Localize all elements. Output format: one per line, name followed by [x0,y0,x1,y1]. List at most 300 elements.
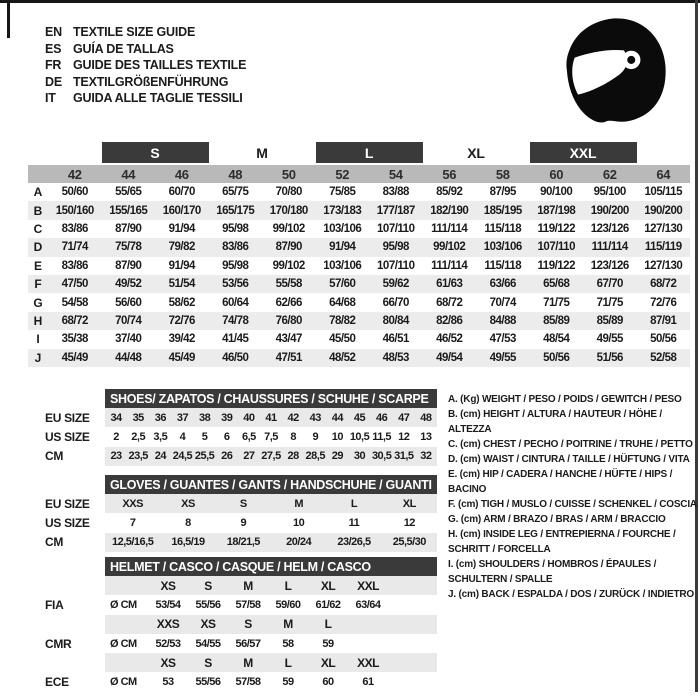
size-value-cell: 70/80 [275,186,302,199]
size-value-cell: 78/82 [329,314,356,327]
table-cell: 4 [179,430,186,443]
size-value-cell: 46/50 [222,351,249,364]
table-cell: 27 [243,450,255,463]
size-value-cell: 99/102 [272,222,305,235]
size-value-cell: 95/100 [593,186,626,199]
table-row [28,293,690,311]
legend-item: G. (cm) ARM / BRAZO / BRAS / ARM / BRACCIO [448,514,666,525]
helmet-size-cell: L [284,578,292,593]
table-cell: 11,5 [372,430,392,443]
size-value-cell: 87/90 [115,222,142,235]
size-value-cell: 123/126 [590,259,629,272]
size-value-cell: 58/62 [168,296,195,309]
size-value-cell: 72/76 [650,296,677,309]
row-letter: C [33,221,43,236]
size-group-cell: XL [467,144,485,161]
row-label: EU SIZE [45,496,90,511]
size-value-cell: 51/56 [596,351,623,364]
language-label: TEXTILGRÖßENFÜHRUNG [73,74,229,89]
helmet-visor-pivot [627,56,635,64]
row-cells [105,494,437,513]
helmet-size-cell: L [324,617,332,632]
size-value-cell: 51/54 [168,278,195,291]
helmet-value-cell: 58 [282,637,294,650]
helmet-value-cell: 53/54 [155,598,181,611]
table-row [28,183,690,201]
table-cell: 2,5 [131,430,146,443]
table-cell: 16,5/19 [171,536,205,549]
size-header-row [28,165,690,183]
helmet-size-cell: XS [160,578,176,593]
helmet-value-row [45,595,437,614]
table-cell: 7,5 [264,430,278,443]
table-row [28,312,690,330]
gloves-section-title: GLOVES / GUANTES / GANTS / HANDSCHUHE / GUANTI [105,475,437,494]
size-value-cell: 87/90 [115,259,142,272]
helmet-value-cell: 54/55 [195,637,221,650]
measurement-legend [448,392,698,602]
table-row [45,408,437,427]
size-value-cell: 50/56 [543,351,570,364]
helmet-size-row [45,653,437,672]
row-letter: J [34,350,42,365]
helmet-value-cell: 55/56 [195,598,221,611]
helmet-section [45,557,437,692]
size-value-cell: 52/58 [650,351,677,364]
helmet-value-cell: 53 [162,676,174,689]
size-value-cell: 48/54 [543,333,570,346]
size-value-cell: 76/80 [275,314,302,327]
row-cells [105,595,437,614]
size-group-cell: L [316,142,423,163]
size-value-cell: 83/86 [222,241,249,254]
row-cells [105,447,437,466]
table-cell: L [350,497,358,510]
row-label-spacer [45,615,105,634]
table-cell: 42 [287,411,299,424]
size-value-cell: 53/56 [222,278,249,291]
size-value-cell: 67/70 [596,278,623,291]
helmet-value-cell: 59 [282,676,294,689]
legend-item: H. (cm) INSIDE LEG / ENTREPIERNA / FOURCHE / SCHRITT / FORCELLA [448,529,676,555]
size-header-cell: 64 [656,166,671,182]
size-value-cell: 111/114 [591,241,628,254]
row-cells [105,653,437,672]
size-value-cell: 45/50 [329,333,356,346]
size-value-cell: 87/90 [275,241,302,254]
helmet-size-cell: M [283,617,293,632]
size-value-cell: 55/58 [275,278,302,291]
size-value-cell: 37/40 [115,333,142,346]
table-cell: 20/24 [286,536,312,549]
table-cell: 6 [223,430,230,443]
size-value-cell: 84/88 [489,314,516,327]
row-cells [105,576,437,595]
size-header-cell: 60 [549,166,564,182]
table-row [45,427,437,446]
language-label: GUIDE DES TAILLES TEXTILE [73,58,247,73]
size-value-cell: 56/60 [115,296,142,309]
size-value-cell: 95/98 [382,241,409,254]
size-value-cell: 190/200 [590,204,629,217]
size-value-cell: 50/60 [61,186,88,199]
legend-item: J. (cm) BACK / ESPALDA / DOS / ZURÜCK / INDIETRO [448,589,694,600]
size-value-cell: 150/160 [55,204,94,217]
size-value-cell: 47/50 [61,278,88,291]
legend-item: E. (cm) HIP / CADERA / HANCHE / HÜFTE / HIPS / BACINO [448,469,673,495]
size-header-cell: 56 [442,166,457,182]
row-label: CM [45,449,64,464]
helmet-value-cell: 57/58 [235,598,261,611]
size-value-cell: 71/75 [543,296,570,309]
size-header-cell: 52 [335,166,350,182]
size-value-cell: 55/65 [115,186,142,199]
legend-item: A. (Kg) WEIGHT / PESO / POIDS / GEWITCH / PESO [448,394,682,405]
row-letter: B [33,203,43,218]
helmet-size-cell: XS [160,655,176,670]
legend-item: F. (cm) TIGH / MUSLO / CUISSE / SCHENKEL / COSCIA [448,499,697,510]
row-label-spacer [45,653,105,672]
shoes-table [45,408,437,466]
size-group-cell: M [256,144,268,161]
size-value-cell: 103/106 [323,222,362,235]
size-value-cell: 155/165 [109,204,148,217]
size-value-cell: 65/68 [543,278,570,291]
size-value-cell: 127/130 [644,259,683,272]
language-code: DE [45,74,62,89]
size-value-cell: 115/119 [644,241,682,254]
table-cell: 7 [129,516,136,529]
size-value-cell: 83/88 [382,186,409,199]
helmet-size-cell: XXL [357,578,379,593]
table-cell: XS [181,497,195,510]
size-value-cell: 160/170 [162,204,201,217]
row-letter: H [33,313,43,328]
language-code: FR [45,58,62,73]
helmet-size-cell: XXL [357,655,379,670]
table-cell: 8 [290,430,296,443]
size-header-cell: 62 [602,166,617,182]
helmet-size-cell: L [284,655,292,670]
table-cell: 45 [353,411,366,424]
table-row [45,513,437,532]
helmet-size-row [45,615,437,634]
size-value-cell: 177/187 [376,204,415,217]
size-value-cell: 48/53 [382,351,409,364]
table-row [28,201,690,219]
size-value-cell: 49/55 [596,333,623,346]
table-cell: 28,5 [305,450,325,463]
table-cell: 9 [240,516,247,529]
size-group-row [28,142,690,163]
table-row [28,275,690,293]
size-value-cell: 65/75 [222,186,249,199]
size-value-cell: 170/180 [269,204,308,217]
row-label: US SIZE [45,515,90,530]
shoes-section [45,389,437,466]
helmet-value-row [45,672,437,691]
size-value-cell: 105/115 [644,186,682,199]
size-header-cell: 54 [388,166,403,182]
table-cell: 25,5/30 [392,536,426,549]
table-cell: 41 [265,411,277,424]
size-value-cell: 59/62 [382,278,409,291]
size-value-cell: 54/58 [61,296,88,309]
row-label: US SIZE [45,429,90,444]
size-value-cell: 66/70 [382,296,409,309]
size-value-cell: 68/72 [436,296,463,309]
legend-item: I. (cm) SHOULDERS / HOMBROS / ÉPAULES / SCHULTERN / SPALLE [448,559,657,585]
row-label: CM [45,535,64,550]
size-value-cell: 87/91 [650,314,677,327]
helmet-value-cell: 56/57 [235,637,261,650]
row-cells [105,672,437,691]
size-value-cell: 60/64 [222,296,249,309]
helmet-table [45,576,437,692]
size-value-cell: 45/49 [61,351,88,364]
legend-item: D. (cm) WAIST / CINTURA / TAILLE / HÜFTUNG / VITA [448,454,690,465]
group-spacer [637,142,691,163]
size-value-cell: 68/72 [61,314,88,327]
size-value-cell: 85/92 [436,186,463,199]
row-letter: D [33,240,43,255]
language-code: EN [45,25,62,40]
size-value-cell: 80/84 [382,314,409,327]
size-header-cell: 44 [121,166,136,182]
size-value-cell: 70/74 [489,296,516,309]
table-cell: 10,5 [349,430,370,443]
size-value-cell: 63/66 [489,278,516,291]
photo-border-left [7,0,10,38]
table-cell: 26 [221,450,233,463]
table-row [28,257,690,275]
standard-label: CMR [45,636,72,651]
row-label-spacer [45,576,105,595]
size-value-cell: 75/85 [329,186,356,199]
table-cell: 6,5 [241,430,256,443]
table-cell: 23/26,5 [337,536,371,549]
helmet-value-cell: 59/60 [275,598,301,611]
table-cell: 27,5 [261,450,281,463]
size-value-cell: 103/106 [483,241,522,254]
table-cell: S [239,497,247,510]
measurement-rows [28,183,690,367]
table-cell: 32 [420,450,432,463]
table-cell: 34 [110,411,122,424]
table-cell: 23,5 [128,450,148,463]
helmet-value-cell: 61/62 [315,598,341,611]
table-cell: 28 [287,450,299,463]
size-value-cell: 90/100 [540,186,573,199]
size-value-cell: 82/86 [436,314,463,327]
table-row [45,533,437,552]
table-cell: 29 [331,450,344,463]
table-cell: 44 [331,411,344,424]
table-cell: XXS [122,497,143,510]
row-letter: A [33,185,43,200]
row-cells [105,513,437,532]
helmet-size-cell: XXS [156,617,180,632]
row-letter: I [36,332,40,347]
helmet-value-cell: 57/58 [235,676,261,689]
size-value-cell: 95/98 [222,222,249,235]
table-cell: 10 [293,516,305,529]
size-value-cell: 107/110 [377,259,415,272]
helmet-size-cell: S [204,578,212,593]
helmet-size-cell: M [243,578,253,593]
size-value-cell: 111/114 [431,222,468,235]
size-value-cell: 107/110 [377,222,415,235]
table-cell: 31,5 [394,450,414,463]
size-value-cell: 47/51 [275,351,302,364]
table-row [28,220,690,238]
size-value-cell: 85/89 [543,314,570,327]
helmet-size-cell: S [244,617,252,632]
size-value-cell: 99/102 [272,259,305,272]
helmet-section-title: HELMET / CASCO / CASQUE / HELM / CASCO [105,557,437,576]
unit-label: Ø CM [110,676,137,689]
size-value-cell: 91/94 [168,222,195,235]
table-cell: M [294,497,303,510]
size-value-cell: 75/78 [115,241,142,254]
size-value-cell: 48/52 [329,351,356,364]
size-header-cell: 58 [495,166,510,182]
helmet-value-row [45,634,437,653]
size-value-cell: 85/89 [596,314,623,327]
table-cell: 8 [185,516,191,529]
language-label: GUÍA DE TALLAS [73,41,174,56]
table-cell: 10 [331,430,344,443]
size-value-cell: 62/66 [275,296,302,309]
helmet-size-cell: M [243,655,253,670]
size-value-cell: 71/74 [61,241,88,254]
size-value-cell: 99/102 [433,241,466,254]
size-value-cell: 49/52 [115,278,142,291]
size-value-cell: 39/42 [168,333,195,346]
size-value-cell: 68/72 [650,278,677,291]
size-group-cell: S [102,142,209,163]
helmet-value-cell: 52/53 [155,637,181,650]
size-value-cell: 61/63 [436,278,463,291]
size-value-cell: 111/114 [431,259,468,272]
size-value-cell: 190/200 [644,204,683,217]
row-cells [105,615,437,634]
table-cell: 12,5/16,5 [111,536,154,549]
size-value-cell: 72/76 [168,314,195,327]
size-value-cell: 49/55 [489,351,516,364]
table-cell: 11 [348,516,360,529]
table-row [45,494,437,513]
legend-item: B. (cm) HEIGHT / ALTURA / HAUTEUR / HÖHE / ALTEZZA [448,409,663,435]
table-cell: 18/21,5 [226,536,260,549]
size-value-cell: 182/190 [430,204,469,217]
row-letter: E [33,258,42,273]
table-cell: 13 [420,430,432,443]
language-code: IT [45,91,56,106]
size-header-cell: 42 [67,166,82,182]
helmet-value-cell: 63/64 [355,598,381,611]
table-row [28,330,690,348]
group-spacer [28,142,48,163]
size-value-cell: 115/118 [484,259,522,272]
table-cell: 12 [403,516,415,529]
size-value-cell: 41/45 [222,333,249,346]
table-cell: 2 [113,430,119,443]
language-row [45,24,246,41]
language-row [45,90,246,107]
size-group-cell: XXL [530,142,637,163]
table-cell: 3,5 [153,430,168,443]
standard-label: ECE [45,675,69,690]
language-title-list [45,24,246,107]
size-value-cell: 47/53 [489,333,516,346]
helmet-size-cell: XL [320,655,336,670]
table-cell: 37 [176,411,189,424]
table-cell: 36 [154,411,166,424]
table-row [28,349,690,367]
size-header-cell: 46 [174,166,189,182]
helmet-size-cell: XS [200,617,216,632]
row-cells [105,427,437,446]
size-value-cell: 127/130 [644,222,683,235]
group-spacer [48,142,102,163]
size-value-cell: 44/48 [115,351,142,364]
size-value-cell: 64/68 [329,296,356,309]
size-header-cell: 48 [228,166,243,182]
table-cell: 24 [154,450,166,463]
row-cells [105,634,437,653]
size-value-cell: 83/86 [61,259,88,272]
table-cell: 25,5 [194,450,215,463]
table-cell: 46 [376,411,388,424]
size-value-cell: 115/118 [484,222,522,235]
table-cell: 5 [201,430,208,443]
size-value-cell: 57/60 [329,278,356,291]
table-cell: 24,5 [172,450,193,463]
table-cell: 39 [221,411,233,424]
language-row [45,74,246,91]
row-letter: G [33,295,43,310]
size-value-cell: 119/122 [537,222,575,235]
row-cells [105,408,437,427]
standard-label: FIA [45,597,64,612]
helmet-value-cell: 60 [322,676,334,689]
size-value-cell: 91/94 [329,241,356,254]
row-letter: F [34,277,42,292]
size-value-cell: 35/38 [61,333,88,346]
size-value-cell: 119/122 [537,259,575,272]
table-cell: 23 [110,450,122,463]
table-cell: 38 [198,411,211,424]
size-value-cell: 91/94 [168,259,195,272]
table-cell: XL [402,497,416,510]
size-value-cell: 123/126 [590,222,629,235]
table-cell: 43 [309,411,321,424]
unit-label: Ø CM [110,637,137,650]
shoes-section-title: SHOES/ ZAPATOS / CHAUSSURES / SCHUHE / SCARPE [105,389,437,408]
unit-label: Ø CM [110,598,137,611]
helmet-size-cell: S [204,655,212,670]
table-cell: 40 [243,411,255,424]
language-label: GUIDA ALLE TAGLIE TESSILI [73,91,243,106]
language-row [45,41,246,58]
size-value-cell: 46/52 [436,333,463,346]
size-value-cell: 70/74 [115,314,142,327]
size-value-cell: 49/54 [436,351,463,364]
size-value-cell: 79/82 [168,241,195,254]
racing-helmet-icon [556,14,674,126]
size-value-cell: 43/47 [275,333,302,346]
